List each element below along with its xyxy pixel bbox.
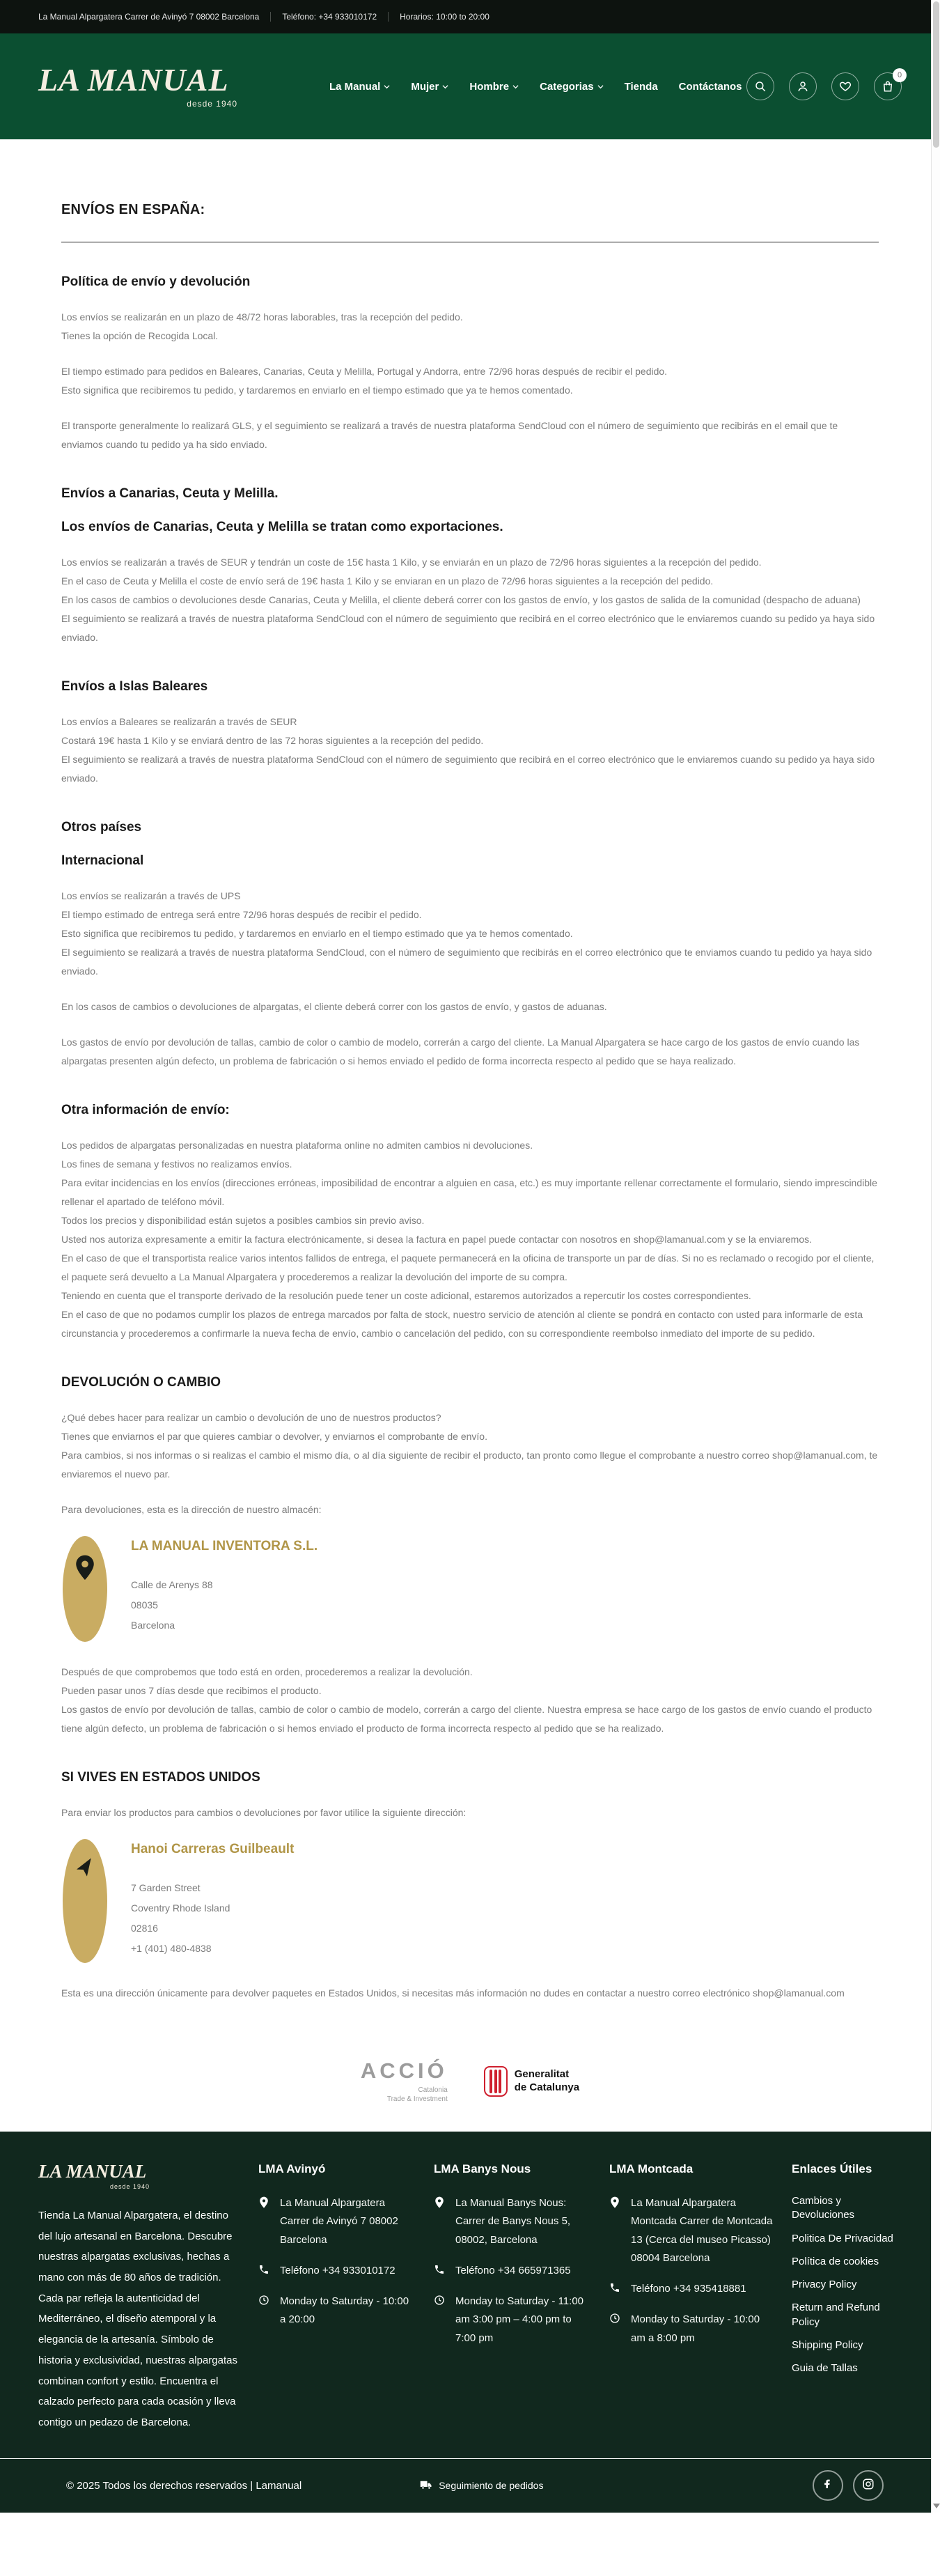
warehouse-street: Calle de Arenys 88: [131, 1579, 213, 1590]
generalitat-shield-icon: [484, 2066, 508, 2097]
paragraph-group: [61, 417, 879, 454]
usa-address-body: [131, 1839, 294, 1963]
footer-store-banys-nous: [434, 2162, 593, 2433]
paragraph-group: [61, 1136, 879, 1343]
body-text: El seguimiento se realizará a través de nuestra plataforma SendCloud, con el número de seguimiento que recibirás en el correo electrónico que te enviamos cuando tu pedido ya haya sido enviado.: [61, 947, 872, 977]
body-text: Para evitar incidencias en los envíos (direcciones erróneas, imposibilidad de encontrar a alguien en casa, etc.) es muy importante rellenar correctamente el formulario, siendo imprescindible rellenar el apartado de teléfono móvil.: [61, 1177, 877, 1207]
chevron-down-icon: [384, 84, 390, 90]
nav-item-mujer[interactable]: Mujer: [411, 81, 448, 93]
store-address-row: La Manual Banys Nous: Carrer de Banys Nous 5, 08002, Barcelona: [434, 2194, 593, 2249]
page-scrollbar[interactable]: [931, 0, 940, 2513]
heading-canarias-exportaciones: Los envíos de Canarias, Ceuta y Melilla se tratan como exportaciones.: [61, 520, 503, 534]
cart-button[interactable]: [874, 72, 902, 100]
paragraph-group: [61, 1803, 879, 1822]
map-pin-icon: [434, 2194, 446, 2212]
map-pin-icon: [73, 1554, 97, 1642]
map-pin-icon: [258, 2194, 271, 2212]
body-text: Después de que comprobemos que todo está en orden, procederemos a realizar la devolución.: [61, 1666, 473, 1677]
paragraph-group: [61, 1033, 879, 1071]
clock-icon: [609, 2311, 622, 2327]
paragraph-group: [61, 1984, 879, 2003]
footer-link-privacy-policy[interactable]: Privacy Policy: [792, 2279, 857, 2290]
heading-internacional: Internacional: [61, 853, 144, 868]
warehouse-zip: 08035: [131, 1599, 158, 1611]
footer-links-title: Enlaces Útiles: [792, 2162, 872, 2175]
store-address: La Manual Alpargatera Carrer de Avinyó 7 08002 Barcelona: [38, 12, 260, 22]
paragraph-group: [61, 1663, 879, 1738]
generalitat-logo: [484, 2066, 579, 2097]
body-text: En el caso de Ceuta y Melilla el coste de envío será de 19€ hasta 1 Kilo y se enviaran en un plazo de 72/96 horas siguientes a la recepción del pedido.: [61, 575, 714, 587]
footer-store-avinyo: [258, 2162, 417, 2433]
site-footer: [0, 2132, 940, 2458]
body-text: Los fines de semana y festivos no realizamos envíos.: [61, 1158, 292, 1170]
body-text: Los gastos de envío por devolución de tallas, cambio de color o cambio de modelo, correrán a cargo del cliente. La Manual Alpargatera se hace cargo de los gastos de envío cuando las alpargatas presenten algún defecto, un problema de fabricación o si hemos enviado el pedido de forma incorrecta respecto al pedido que se haya realizado.: [61, 1037, 860, 1066]
gold-oval: [63, 1536, 107, 1642]
body-text: El transporte generalmente lo realizará GLS, y el seguimiento se realizará a través de nuestra plataforma SendCloud con el número de seguimiento que recibirás en el email que te enviamos cuando tu pedido ya ha sido enviado.: [61, 420, 838, 450]
store-name: LMA Banys Nous: [434, 2162, 531, 2175]
map-pin-icon: [609, 2194, 622, 2212]
logo-tagline: desde 1940: [187, 99, 237, 109]
account-button[interactable]: [789, 72, 817, 100]
usa-return-address-card: [63, 1839, 879, 1963]
clock-icon: [434, 2292, 446, 2309]
body-text: Para enviar los productos para cambios o devoluciones por favor utilice la siguiente dirección:: [61, 1807, 467, 1818]
store-phone-row: Teléfono +34 933010172: [258, 2262, 417, 2280]
warehouse-name[interactable]: LA MANUAL INVENTORA S.L.: [131, 1539, 318, 1553]
nav-item-la-manual[interactable]: La Manual: [329, 81, 390, 93]
body-text: Los envíos se realizarán a través de UPS: [61, 890, 241, 901]
store-hours-row: Monday to Saturday - 10:00 am a 8:00 pm: [609, 2311, 775, 2348]
nav-item-hombre[interactable]: Hombre: [469, 81, 519, 93]
body-text: Costará 19€ hasta 1 Kilo y se enviará dentro de las 72 horas siguientes a la recepción del pedido.: [61, 735, 484, 746]
body-text: Los envíos se realizarán a través de SEUR y tendrán un coste de 15€ hasta 1 Kilo, y se enviarán en un plazo de 72/96 horas siguientes a la recepción del pedido.: [61, 557, 762, 568]
facebook-button[interactable]: [813, 2470, 843, 2501]
paragraph-group: [61, 308, 879, 346]
topbar: [0, 0, 940, 33]
heading-devolucion-cambio: DEVOLUCIÓN O CAMBIO: [61, 1375, 221, 1390]
store-phone-row: Teléfono +34 935418881: [609, 2280, 775, 2298]
warehouse-address-body: [131, 1536, 318, 1642]
topbar-divider: [388, 12, 389, 22]
facebook-icon: [822, 2478, 834, 2494]
footer-link-tallas[interactable]: Guia de Tallas: [792, 2362, 858, 2374]
footer-brand-column: [38, 2162, 242, 2433]
body-text: Tienes la opción de Recogida Local.: [61, 330, 219, 341]
copyright-text: © 2025 Todos los derechos reservados | Lamanual: [66, 2479, 302, 2492]
paragraph-group: [61, 553, 879, 647]
body-text: Los gastos de envío por devolución de tallas, cambio de color o cambio de modelo, correrán a cargo del cliente. Nuestra empresa se hace cargo de los gastos de envío cuando el producto tiene algún defecto, un problema de fabricación o si hemos enviado el producto de forma incorrecta respecto al pedido que se ha realizado.: [61, 1704, 872, 1734]
body-text: Los pedidos de alpargatas personalizadas en nuestra plataforma online no admiten cambios ni devoluciones.: [61, 1140, 533, 1151]
partner-logos: [0, 2040, 940, 2132]
body-text: Usted nos autoriza expresamente a emitir la factura electrónicamente, si desea la factura en papel puede contactar con nosotros en shop@lamanual.com y se la enviaremos.: [61, 1234, 813, 1245]
footer-logo-wordmark: LA MANUAL: [38, 2161, 147, 2182]
heading-otros-paises: Otros países: [61, 820, 142, 835]
heading-canarias: Envíos a Canarias, Ceuta y Melilla.: [61, 486, 279, 501]
body-text: Esta es una dirección únicamente para devolver paquetes en Estados Unidos, si necesitas más información no dudes en contactar a nuestro correo electrónico shop@lamanual.com: [61, 1987, 845, 1999]
search-button[interactable]: [746, 72, 774, 100]
store-hours-row: Monday to Saturday - 11:00 am 3:00 pm – 4:00 pm to 7:00 pm: [434, 2292, 593, 2348]
site-logo[interactable]: [38, 64, 247, 109]
phone-icon: [258, 2262, 271, 2279]
body-text: Esto significa que recibiremos tu pedido, y tardaremos en enviarlo en el tiempo estimado que ya te hemos comentado.: [61, 385, 573, 396]
scrollbar-down-arrow-icon[interactable]: [933, 2504, 940, 2508]
body-text: El seguimiento se realizará a través de nuestra plataforma SendCloud con el número de seguimiento que recibirá en el correo electrónico que le enviaremos cuando su pedido ya haya sido enviado.: [61, 754, 875, 784]
body-text: ¿Qué debes hacer para realizar un cambio o devolución de uno de nuestros productos?: [61, 1412, 441, 1423]
wishlist-button[interactable]: [831, 72, 859, 100]
warehouse-address-card: [63, 1536, 879, 1642]
body-text: En el caso de que el transportista realice varios intentos fallidos de entrega, el paquete permanecerá en la oficina de transporte un par de días. Si no es reclamado o recogido por el cliente, el paquete será devuelto a La Manual Alpargatera y procederemos a realizar la devolución del importe de su compra.: [61, 1252, 875, 1282]
footer-logo-tagline: desde 1940: [109, 2183, 150, 2190]
body-text: Los envíos se realizarán en un plazo de 48/72 horas laborables, tras la recepción del pedido.: [61, 311, 463, 323]
page-title: ENVÍOS EN ESPAÑA:: [61, 202, 205, 217]
page-content: [0, 139, 940, 2040]
body-text: En los casos de cambios o devoluciones de alpargatas, el cliente deberá correr con los gastos de envío, y gastos de aduanas.: [61, 1001, 607, 1012]
heading-politica-envio: Política de envío y devolución: [61, 274, 251, 289]
chevron-down-icon: [442, 84, 448, 90]
bottom-bar: [0, 2458, 940, 2513]
paragraph-group: [61, 998, 879, 1016]
body-text: Tienes que enviarnos el par que quieres cambiar o devolver, y enviarnos el comprobante de envío.: [61, 1431, 487, 1442]
store-name: LMA Montcada: [609, 2162, 694, 2175]
store-hours: Horarios: 10:00 to 20:00: [400, 12, 489, 22]
footer-description: Tienda La Manual Alpargatera, el destino del lujo artesanal en Barcelona. Descubre nuestras alpargatas exclusivas, hechas a mano con más de 80 años de tradición. Cada par refleja la autenticidad del Mediterráneo, el diseño atemporal y la elegancia de la artesanía. Símbolo de historia y exclusividad, nuestras alpargatas combinan confort y estilo. Encuentra el calzado perfecto para cada ocasión y lleva contigo un pedazo de Barcelona.: [38, 2210, 237, 2428]
usa-phone: +1 (401) 480-4838: [131, 1943, 212, 1954]
phone-icon: [434, 2262, 446, 2279]
body-text: Esto significa que recibiremos tu pedido, y tardaremos en enviarlo en el tiempo estimado que ya te hemos comentado.: [61, 928, 573, 939]
nav-item-contactanos[interactable]: Contáctanos: [678, 80, 742, 93]
scrollbar-thumb[interactable]: [933, 1, 939, 148]
clock-icon: [258, 2292, 271, 2309]
body-text: Para devoluciones, esta es la dirección de nuestro almacén:: [61, 1504, 322, 1515]
nav-item-tienda[interactable]: Tienda: [624, 80, 658, 93]
paragraph-group: [61, 1500, 879, 1519]
body-text: Todos los precios y disponibilidad están sujetos a posibles cambios sin previo aviso.: [61, 1215, 425, 1226]
heading-estados-unidos: SI VIVES EN ESTADOS UNIDOS: [61, 1770, 260, 1785]
footer-link-cambios[interactable]: Cambios y Devoluciones: [792, 2195, 855, 2221]
footer-link-privacidad[interactable]: Politica De Privacidad: [792, 2232, 893, 2244]
instagram-icon: [862, 2478, 875, 2494]
chevron-down-icon: [512, 84, 519, 90]
usa-zip: 02816: [131, 1923, 158, 1934]
footer-links-column: [792, 2162, 903, 2433]
instagram-button[interactable]: [853, 2470, 884, 2501]
heart-icon: [839, 80, 852, 93]
heading-baleares: Envíos a Islas Baleares: [61, 679, 208, 694]
search-icon: [754, 80, 767, 93]
site-header: [0, 33, 940, 139]
body-text: El tiempo estimado para pedidos en Baleares, Canarias, Ceuta y Melilla, Portugal y Andorra, entre 72/96 horas después de recibir el pedido.: [61, 366, 668, 377]
usa-contact-name[interactable]: Hanoi Carreras Guilbeault: [131, 1842, 295, 1856]
user-icon: [797, 80, 809, 93]
truck-icon: [420, 2480, 432, 2492]
chevron-down-icon: [597, 84, 604, 90]
paragraph-group: [61, 362, 879, 400]
shopping-bag-icon: [882, 80, 894, 93]
footer-link-shipping[interactable]: Shipping Policy: [792, 2338, 863, 2351]
footer-store-montcada: [609, 2162, 775, 2433]
body-text: Pueden pasar unos 7 días desde que recibimos el producto.: [61, 1685, 322, 1696]
paragraph-group: [61, 1409, 879, 1484]
main-nav: [329, 81, 742, 93]
usa-street: 7 Garden Street: [131, 1882, 201, 1893]
store-name: LMA Avinyó: [258, 2162, 326, 2175]
store-address-row: La Manual Alpargatera Carrer de Avinyó 7 08002 Barcelona: [258, 2194, 417, 2249]
store-phone: Teléfono: +34 933010172: [282, 12, 377, 22]
body-text: En los casos de cambios o devoluciones desde Canarias, Ceuta y Melilla, el cliente deberá correr con los gastos de envío, y los gastos de salida de la comunidad (despacho de aduana): [61, 594, 861, 605]
header-action-icons: [746, 72, 902, 100]
store-hours-row: Monday to Saturday - 10:00 a 20:00: [258, 2292, 417, 2329]
logo-wordmark: LA MANUAL: [38, 62, 229, 98]
store-address-row: La Manual Alpargatera Montcada Carrer de Montcada 13 (Cerca del museo Picasso) 08004 Barcelona: [609, 2194, 775, 2267]
paragraph-group: [61, 713, 879, 788]
accio-tagline: Catalonia Trade & Investment: [386, 2086, 448, 2103]
paragraph-group: [61, 887, 879, 981]
gold-oval: [63, 1839, 107, 1963]
body-text: El seguimiento se realizará a través de nuestra plataforma SendCloud con el número de seguimiento que recibirá en el correo electrónico que le enviaremos cuando su pedido ya haya sido enviado.: [61, 613, 875, 643]
body-text: En el caso de que no podamos cumplir los plazos de entrega marcados por falta de stock, nuestro servicio de atención al cliente se pondrá en contacto con usted para informarle de esta circunstancia y procederemos a confirmarle la nueva fecha de envío, cambio o cancelación del pedido, con su correspondiente reembolso inmediato del importe de su pedido.: [61, 1309, 863, 1339]
nav-item-categorias[interactable]: Categorias: [540, 81, 604, 93]
body-text: Los envíos a Baleares se realizarán a través de SEUR: [61, 716, 297, 727]
accio-logo: [361, 2058, 448, 2104]
store-phone-row: Teléfono +34 665971365: [434, 2262, 593, 2280]
phone-icon: [609, 2280, 622, 2297]
topbar-divider: [270, 12, 271, 22]
accio-wordmark: ACCIÓ: [360, 2058, 448, 2083]
order-tracking-link[interactable]: Seguimiento de pedidos: [420, 2480, 543, 2492]
cart-count-badge: 0: [893, 68, 907, 82]
footer-link-cookies[interactable]: Política de cookies: [792, 2255, 879, 2267]
body-text: El tiempo estimado de entrega será entre 72/96 horas después de recibir el pedido.: [61, 909, 422, 920]
send-arrow-icon: [74, 1857, 96, 1963]
heading-otra-informacion: Otra información de envío:: [61, 1103, 230, 1117]
body-text: Teniendo en cuenta que el transporte derivado de la resolución puede tener un coste adicional, estaremos autorizados a repercutir los costes correspondientes.: [61, 1290, 751, 1301]
warehouse-city: Barcelona: [131, 1620, 175, 1631]
footer-link-return-refund[interactable]: Return and Refund Policy: [792, 2302, 880, 2328]
social-links: [813, 2470, 884, 2501]
body-text: Para cambios, si nos informas o si realizas el cambio el mismo día, o al día siguiente de recibir el producto, tan pronto como llegue el comprobante a nuestro correo shop@lamanual.com, te enviaremos el nuevo par.: [61, 1450, 878, 1480]
generalitat-name: Generalitat de Catalunya: [514, 2067, 580, 2093]
usa-city-state: Coventry Rhode Island: [131, 1902, 230, 1914]
